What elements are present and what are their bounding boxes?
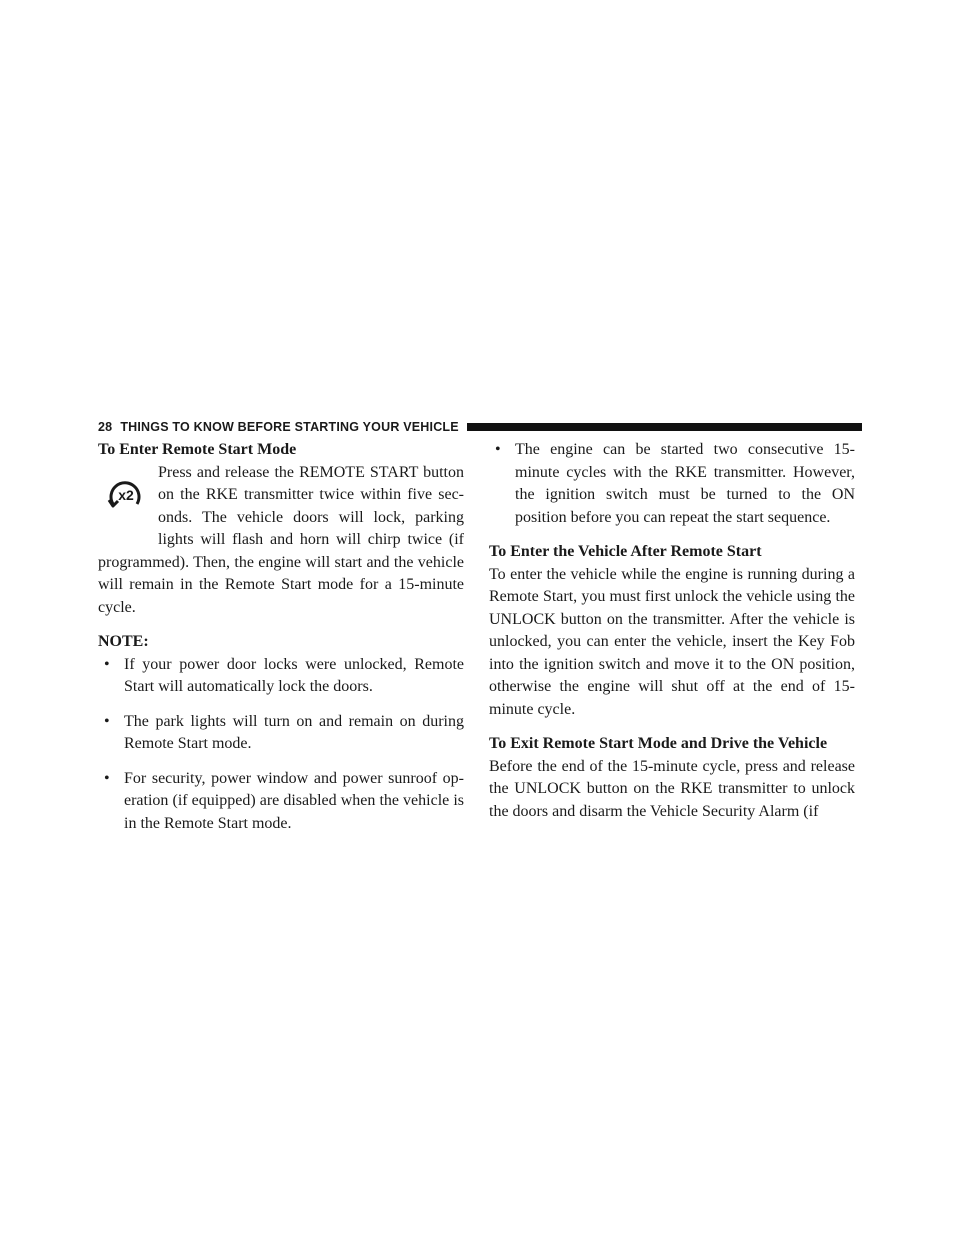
right-column [489,439,855,823]
enter-vehicle-paragraph: To enter the vehicle while the engine is running during a Remote Start, you must first unlock the vehicle using the UNLOCK button on the transmitter. After the vehicle is unlocked, you can enter the vehicle, insert the Key Fob into the ignition switch and move it to the ON position, otherwise the engine will shut off at the end of 15- minute cycle. [489,565,855,718]
bullet-glyph: • [104,712,110,730]
page-header [98,419,862,435]
remote-start-x2-icon [98,462,152,530]
bullet-glyph: • [104,655,110,673]
bullet-glyph: • [495,441,501,458]
list-item [98,711,464,756]
list-item [98,654,464,699]
bullet-glyph: • [104,769,110,787]
list-item [489,439,855,529]
list-item-text: The engine can be started two consecutive 15-minute cycles with the RKE transmitter. However, the ignition switch must be turned to the ON position before you can repeat the start sequence. [515,441,855,526]
x2-icon-label: x2 [118,486,134,503]
list-item-text: The park lights will turn on and remain on during Remote Start mode. [124,712,464,752]
list-item-text: For security, power window and power sunroof op- eration (if equipped) are disabled when the vehicle is in the Remote Start mode. [124,769,464,832]
section-title: THINGS TO KNOW BEFORE STARTING YOUR VEHICLE [120,420,459,434]
list-item-text: If your power door locks were unlocked, Remote Start will automatically lock the doors. [124,655,464,695]
heading-exit-remote-start: To Exit Remote Start Mode and Drive the Vehicle [489,735,828,752]
note-label: NOTE: [98,633,149,650]
header-rule [467,423,862,431]
x2-icon [106,476,146,516]
right-note-list [489,439,855,529]
heading-enter-vehicle: To Enter the Vehicle After Remote Start [489,543,762,560]
exit-remote-start-paragraph: Before the end of the 15-minute cycle, press and release the UNLOCK button on the RKE transmitter to unlock the doors and disarm the Vehicle Security Alarm (if [489,757,855,820]
page-number: 28 [98,420,113,434]
intro-block [98,462,464,620]
list-item [98,768,464,836]
heading-enter-remote-start: To Enter Remote Start Mode [98,441,297,458]
note-list [98,654,464,836]
left-column [98,439,464,835]
intro-paragraph: Press and release the REMOTE START button on the RKE transmitter twice within five sec- onds. The vehicle doors will lock, parking lights will flash and horn will chirp twice (if programmed). Then, the engine will start and the vehicle will remain in the Remote Start mode for a 15-minute cycle. [98,463,464,616]
